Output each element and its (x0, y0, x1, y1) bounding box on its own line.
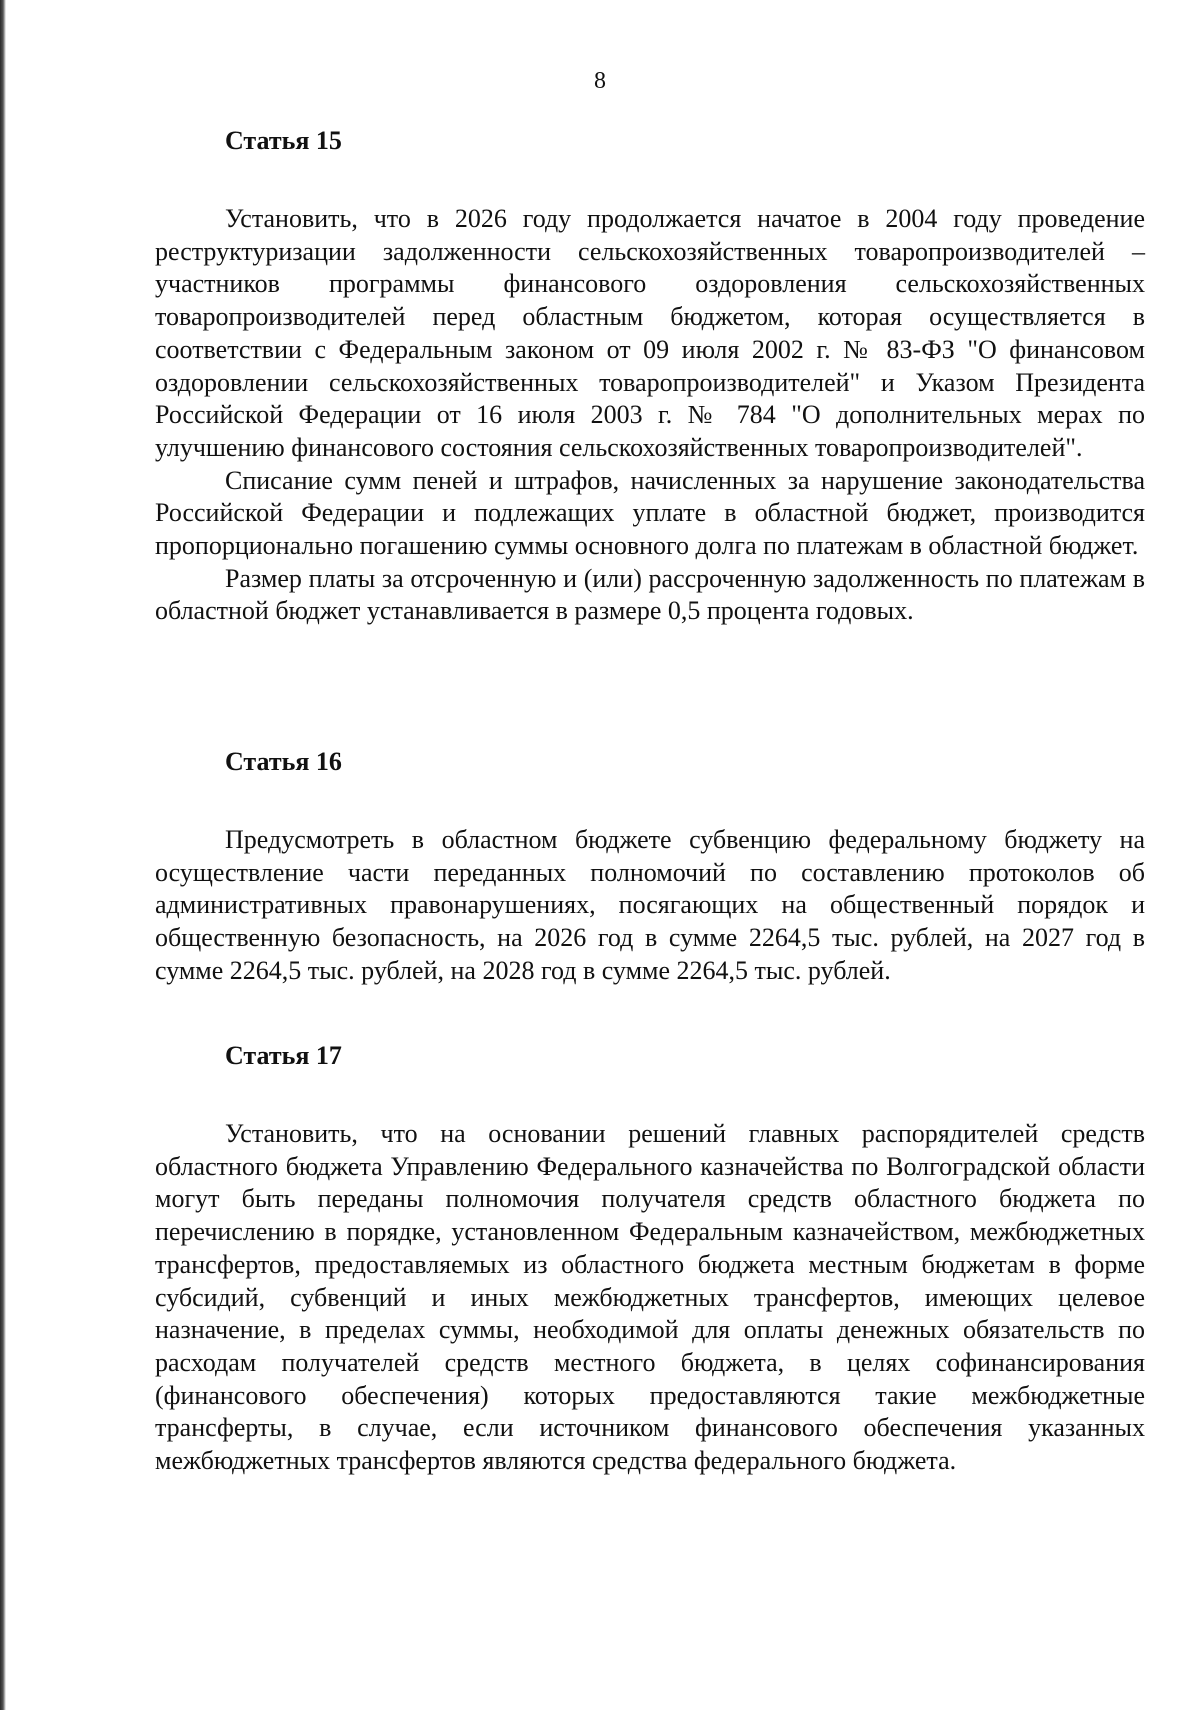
article-paragraph: Установить, что в 2026 году продолжается начатое в 2004 году проведение реструктуризации задолженности сельскохозяйственных товаропроизводителей – участников программы финансового оздоровления сельскохозяйственных товаропроизводителей перед областным бюджетом, которая осуществляется в соответствии с Федеральным законом от 09 июля 2002 г. № 83-ФЗ "О финансовом оздоровлении сельскохозяйственных товаропроизводителей" и Указом Президента Российской Федерации от 16 июля 2003 г. № 784 "О дополнительных мерах по улучшению финансового состояния сельскохозяйственных товаропроизводителей". (155, 204, 1145, 462)
article-heading: Статья 17 (225, 1041, 342, 1070)
article-17 (155, 1040, 1145, 1478)
article-paragraph: Установить, что на основании решений главных распорядителей средств областного бюджета Управлению Федерального казначейства по Волгоградской области могут быть переданы полномочия получателя средств областного бюджета по перечислению в порядке, установленном Федеральным казначейством, межбюджетных трансфертов, предоставляемых из областного бюджета местным бюджетам в форме субсидий, субвенций и иных межбюджетных трансфертов, имеющих целевое назначение, в пределах суммы, необходимой для оплаты денежных обязательств по расходам получателей средств местного бюджета, в целях софинансирования (финансового обеспечения) которых предоставляются такие межбюджетные трансферты, в случае, если источником финансового обеспечения указанных межбюджетных трансфертов являются средства федерального бюджета. (155, 1119, 1145, 1476)
article-body (155, 824, 1145, 988)
article-15 (155, 125, 1145, 628)
article-paragraph: Предусмотреть в областном бюджете субвенцию федеральному бюджету на осуществление части переданных полномочий по составлению протоколов об административных правонарушениях, посягающих на общественный порядок и общественную безопасность, на 2026 год в сумме 2264,5 тыс. рублей, на 2027 год в сумме 2264,5 тыс. рублей, на 2028 год в сумме 2264,5 тыс. рублей. (155, 825, 1145, 985)
article-16 (155, 746, 1145, 988)
article-body (155, 1118, 1145, 1478)
article-paragraph: Списание сумм пеней и штрафов, начисленных за нарушение законодательства Российской Федерации и подлежащих уплате в областной бюджет, производится пропорционально погашению суммы основного долга по платежам в областной бюджет. (155, 465, 1145, 561)
article-heading: Статья 16 (225, 747, 342, 776)
article-paragraph: Размер платы за отсроченную и (или) рассроченную задолженность по платежам в областной бюджет устанавливается в размере 0,5 процента годовых. (155, 563, 1145, 626)
article-body (155, 203, 1145, 628)
page-number: 8 (594, 68, 606, 94)
article-heading: Статья 15 (225, 126, 342, 155)
scan-page-edge (0, 0, 6, 1710)
